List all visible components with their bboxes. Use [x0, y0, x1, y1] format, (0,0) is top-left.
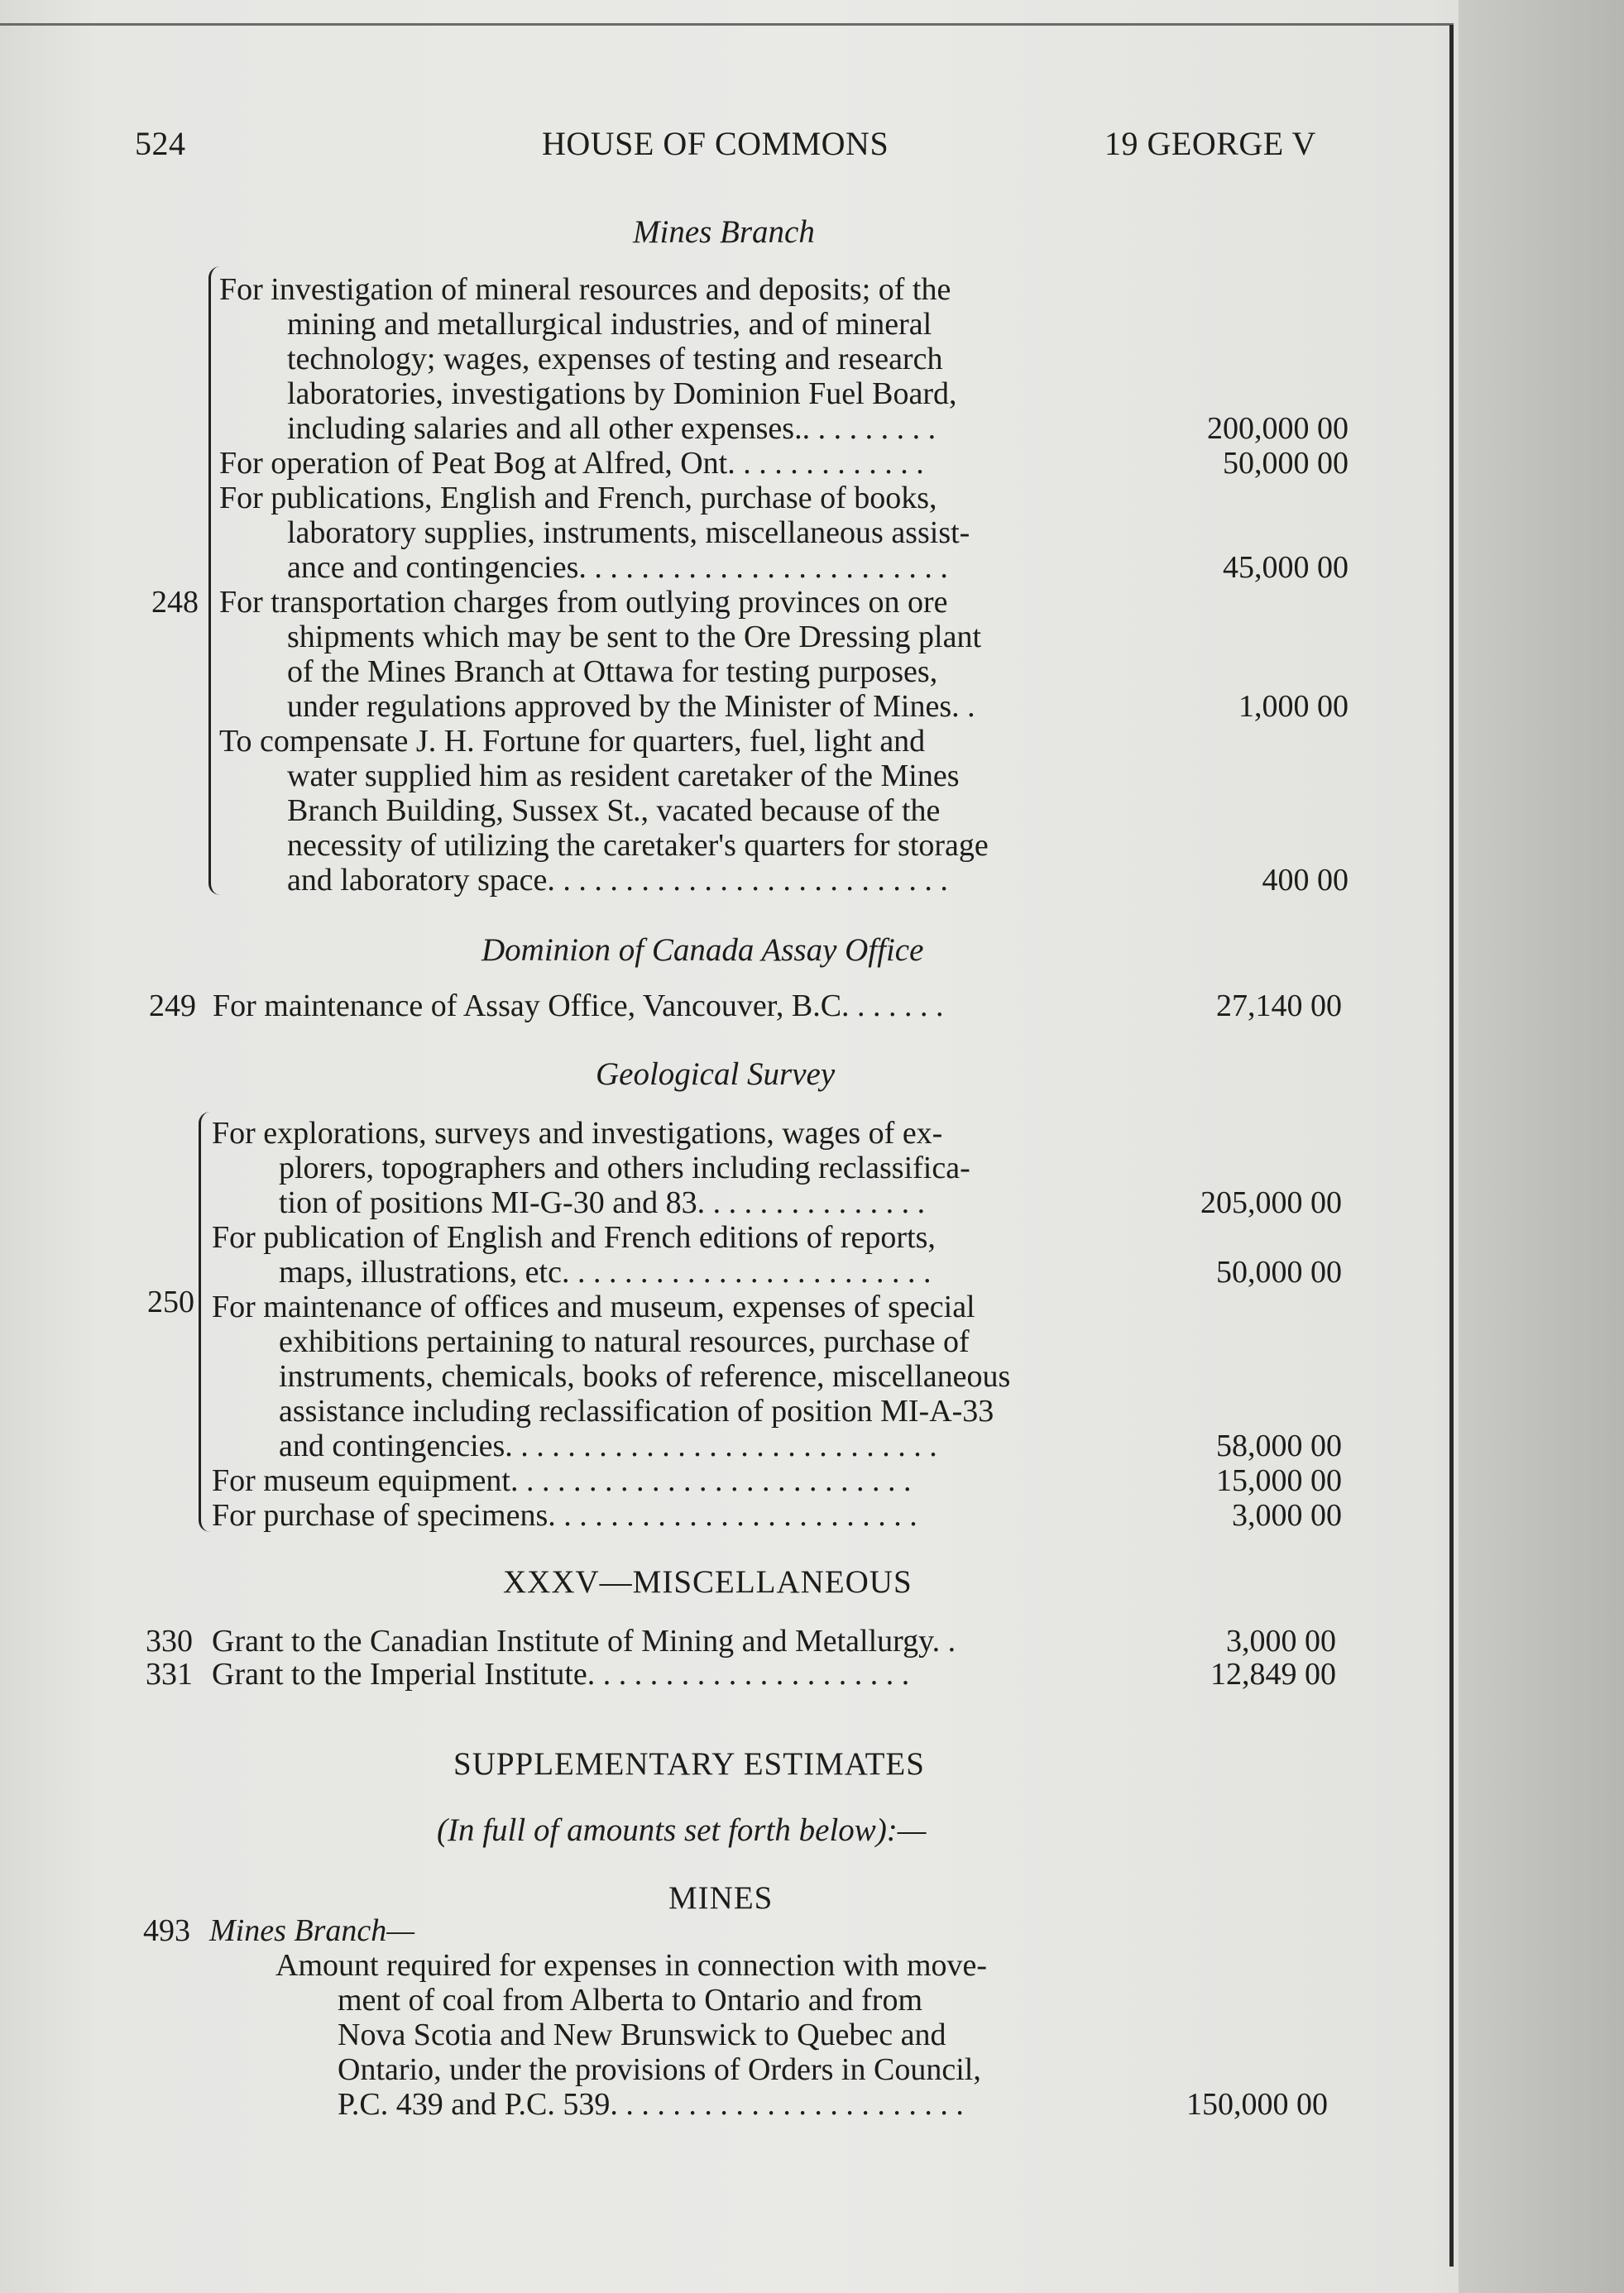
amount: 50,000 00 — [1216, 1255, 1342, 1290]
item-line: For operation of Peat Bog at Alfred, Ont. . . . . . . . . . . . . — [219, 446, 924, 481]
page-title: HOUSE OF COMMONS — [542, 125, 889, 162]
vote-number: 248 — [151, 585, 199, 620]
session-label: 19 GEORGE V — [1104, 125, 1316, 162]
amount: 1,000 00 — [1238, 689, 1349, 724]
item-line: Grant to the Canadian Institute of Mining and Metallurgy. . — [212, 1624, 956, 1659]
item-line: assistance including reclassification of position MI-A-33 — [279, 1394, 994, 1429]
item-line: For transportation charges from outlying provinces on ore — [219, 585, 948, 620]
item-line: Branch Building, Sussex St., vacated because of the — [287, 793, 941, 828]
brace-248 — [208, 266, 223, 895]
amount: 12,849 00 — [1210, 1657, 1336, 1692]
item-line: plorers, topographers and others including reclassifica- — [279, 1151, 970, 1185]
item-line: For museum equipment. . . . . . . . . . . . . . . . . . . . . . . . . . — [212, 1463, 912, 1498]
vote-number: 250 — [147, 1285, 194, 1319]
amount: 50,000 00 — [1223, 446, 1349, 481]
section-heading-assay-office: Dominion of Canada Assay Office — [481, 932, 924, 968]
section-heading-geological-survey: Geological Survey — [596, 1056, 836, 1092]
item-line: For publications, English and French, purchase of books, — [219, 481, 937, 515]
vote-number: 249 — [149, 989, 196, 1023]
amount: 45,000 00 — [1223, 550, 1349, 585]
item-line: To compensate J. H. Fortune for quarters, fuel, light and — [219, 724, 926, 759]
item-line: including salaries and all other expenses.. . . . . . . . . — [287, 411, 937, 446]
item-line: and contingencies. . . . . . . . . . . . . . . . . . . . . . . . . . . . — [279, 1429, 937, 1463]
page-number: 524 — [135, 125, 186, 162]
item-line: of the Mines Branch at Ottawa for testing purposes, — [287, 654, 938, 689]
item-line: laboratory supplies, instruments, miscellaneous assist- — [287, 515, 970, 550]
item-line: tion of positions MI-G-30 and 83. . . . . . . . . . . . . . . — [279, 1185, 926, 1220]
item-line: mining and metallurgical industries, and of mineral — [287, 307, 932, 342]
item-line: water supplied him as resident caretaker of the Mines — [287, 759, 960, 793]
item-line: under regulations approved by the Minister of Mines. . — [287, 689, 975, 724]
section-heading-mines-branch: Mines Branch — [633, 214, 815, 250]
item-line: For purchase of specimens. . . . . . . . . . . . . . . . . . . . . . . . — [212, 1498, 917, 1533]
item-line: shipments which may be sent to the Ore Dressing plant — [287, 620, 982, 654]
item-line: Ontario, under the provisions of Orders in Council, — [338, 2052, 981, 2087]
vote-number: 330 — [146, 1624, 193, 1659]
item-line: maps, illustrations, etc. . . . . . . . . . . . . . . . . . . . . . . . — [279, 1255, 932, 1290]
item-line: Amount required for expenses in connection with move- — [275, 1948, 988, 1983]
vote-number: 493 — [143, 1913, 190, 1948]
amount: 3,000 00 — [1232, 1498, 1342, 1533]
item-line: Grant to the Imperial Institute. . . . . . . . . . . . . . . . . . . . . — [212, 1657, 910, 1692]
amount: 58,000 00 — [1216, 1429, 1342, 1463]
item-title: Mines Branch— — [209, 1913, 415, 1948]
amount: 205,000 00 — [1200, 1185, 1342, 1220]
amount: 400 00 — [1262, 863, 1349, 898]
item-line: For investigation of mineral resources and deposits; of the — [219, 272, 951, 307]
item-line: Nova Scotia and New Brunswick to Quebec and — [338, 2018, 946, 2052]
item-line: technology; wages, expenses of testing and research — [287, 342, 943, 376]
section-heading-miscellaneous: XXXV—MISCELLANEOUS — [503, 1564, 913, 1600]
amount: 150,000 00 — [1186, 2087, 1328, 2122]
item-line: For explorations, surveys and investigations, wages of ex- — [212, 1116, 943, 1151]
brace-250 — [199, 1112, 213, 1532]
vote-number: 331 — [146, 1657, 193, 1692]
page-top-edge — [0, 23, 1454, 26]
page-right-edge — [1449, 25, 1454, 2267]
section-heading-supplementary: SUPPLEMENTARY ESTIMATES — [453, 1746, 925, 1782]
item-line: For maintenance of offices and museum, expenses of special — [212, 1290, 975, 1324]
amount: 15,000 00 — [1216, 1463, 1342, 1498]
item-line: For publication of English and French editions of reports, — [212, 1220, 936, 1255]
section-heading-mines: MINES — [668, 1880, 774, 1916]
item-line: exhibitions pertaining to natural resources, purchase of — [279, 1324, 970, 1359]
facing-page-bleed — [1459, 0, 1624, 2293]
item-line: and laboratory space. . . . . . . . . . . . . . . . . . . . . . . . . . — [287, 863, 948, 898]
item-line: P.C. 439 and P.C. 539. . . . . . . . . . . . . . . . . . . . . . . — [338, 2087, 964, 2122]
supplementary-subheading: (In full of amounts set forth below):— — [437, 1812, 927, 1848]
amount: 3,000 00 — [1226, 1624, 1336, 1659]
item-line: ance and contingencies. . . . . . . . . . . . . . . . . . . . . . . . — [287, 550, 948, 585]
item-line: necessity of utilizing the caretaker's quarters for storage — [287, 828, 989, 863]
item-line: For maintenance of Assay Office, Vancouver, B.C. . . . . . . — [213, 989, 944, 1023]
item-line: laboratories, investigations by Dominion Fuel Board, — [287, 376, 957, 411]
item-line: ment of coal from Alberta to Ontario and from — [338, 1983, 923, 2018]
amount: 27,140 00 — [1216, 989, 1342, 1023]
amount: 200,000 00 — [1207, 411, 1349, 446]
item-line: instruments, chemicals, books of reference, miscellaneous — [279, 1359, 1011, 1394]
